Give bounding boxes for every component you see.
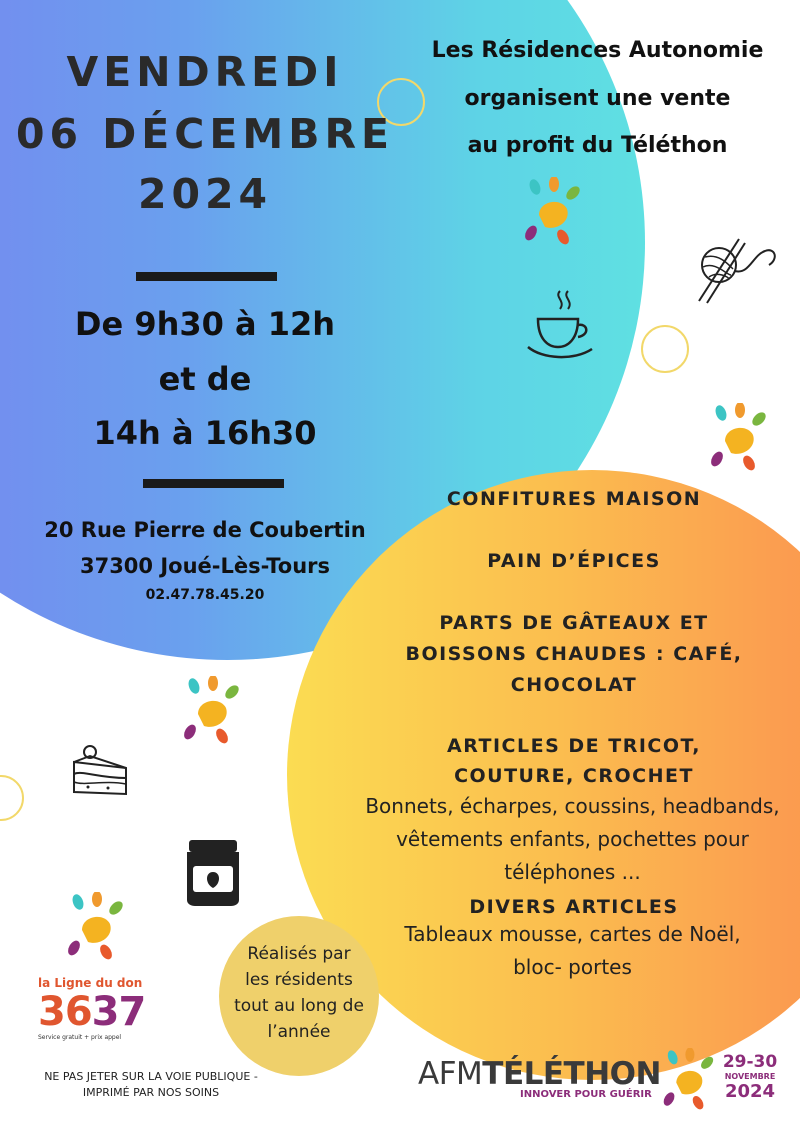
header-line-1: Les Résidences Autonomie [431,38,764,63]
hours-line-2: et de [158,360,252,398]
divider [143,479,284,488]
afm-days: 29-30 [722,1052,778,1072]
footer-note [20,1069,282,1101]
phone-number: 02.47.78.45.20 [145,587,265,603]
afm-tagline: INNOVER POUR GUÉRIR [520,1089,652,1100]
ligne-du-don-number [38,990,178,1034]
event-date: 06 DÉCEMBRE [15,110,395,158]
event-year: 2024 [137,170,273,218]
made-by-line-3: tout au long de [234,996,364,1016]
ligne-du-don-subtitle: Service gratuit + prix appel [38,1034,122,1041]
product-tricot-line-1: ARTICLES DE TRICOT, [447,735,701,757]
footer-note-line-1: NE PAS JETER SUR LA VOIE PUBLIQUE - [44,1070,258,1083]
telethon-logo-icon [707,403,771,473]
product-tricot-desc-1: Bonnets, écharpes, coussins, headbands, [365,794,780,818]
telethon-logo-icon [64,892,128,962]
product-tricot-desc-2: vêtements enfants, pochettes pour [396,827,749,851]
product-gateaux-line-1: PARTS DE GÂTEAUX ET [439,612,709,634]
afm-word-b: TÉLÉTHON [482,1056,661,1092]
product-gateaux-line-2: BOISSONS CHAUDES : CAFÉ, [405,643,743,665]
product-tricot-desc-3: téléphones ... [504,860,641,884]
header-line-3: au profit du Téléthon [467,133,728,158]
ligne-du-don-title: la Ligne du don [38,976,143,990]
address-city: 37300 Joué-Lès-Tours [79,554,331,578]
ligne-du-don-number-a: 36 [38,989,92,1035]
afm-year: 2024 [724,1081,776,1102]
product-divers-desc-1: Tableaux mousse, cartes de Noël, [404,922,741,946]
hours-line-3: 14h à 16h30 [93,414,317,452]
afm-event-date [720,1052,780,1102]
product-divers-title: DIVERS ARTICLES [469,896,679,918]
hours-line-1: De 9h30 à 12h [74,305,336,343]
product-confitures: CONFITURES MAISON [446,488,702,510]
afm-month: NOVEMBRE [724,1072,776,1081]
cake-slice-icon [68,740,132,800]
knitting-yarn-icon [689,235,781,305]
decorative-ring [0,775,24,821]
jam-jar-icon [183,836,243,908]
afm-telethon-wordmark [418,1056,661,1092]
product-divers-desc-2: bloc- portes [513,955,632,979]
divider [136,272,277,281]
footer-note-line-2: IMPRIMÉ PAR NOS SOINS [82,1086,220,1099]
ligne-du-don-logo [38,976,178,1041]
ligne-du-don-number-b: 37 [91,989,146,1035]
product-tricot-line-2: COUTURE, CROCHET [454,765,694,787]
telethon-logo-icon [180,676,244,746]
address-street: 20 Rue Pierre de Coubertin [44,518,366,542]
telethon-logo-icon [660,1048,718,1112]
coffee-cup-icon [522,287,596,365]
decorative-ring [641,325,689,373]
made-by-line-1: Réalisés par [247,944,351,964]
made-by-line-4: l’année [267,1022,331,1042]
header-line-2: organisent une vente [464,86,731,111]
made-by-line-2: les résidents [245,970,353,990]
product-gateaux-line-3: CHOCOLAT [510,674,638,696]
event-day: VENDREDI [66,48,344,96]
product-pain-epices: PAIN D’ÉPICES [487,550,661,572]
afm-word-a: AFM [418,1056,483,1092]
telethon-logo-icon [521,177,585,247]
